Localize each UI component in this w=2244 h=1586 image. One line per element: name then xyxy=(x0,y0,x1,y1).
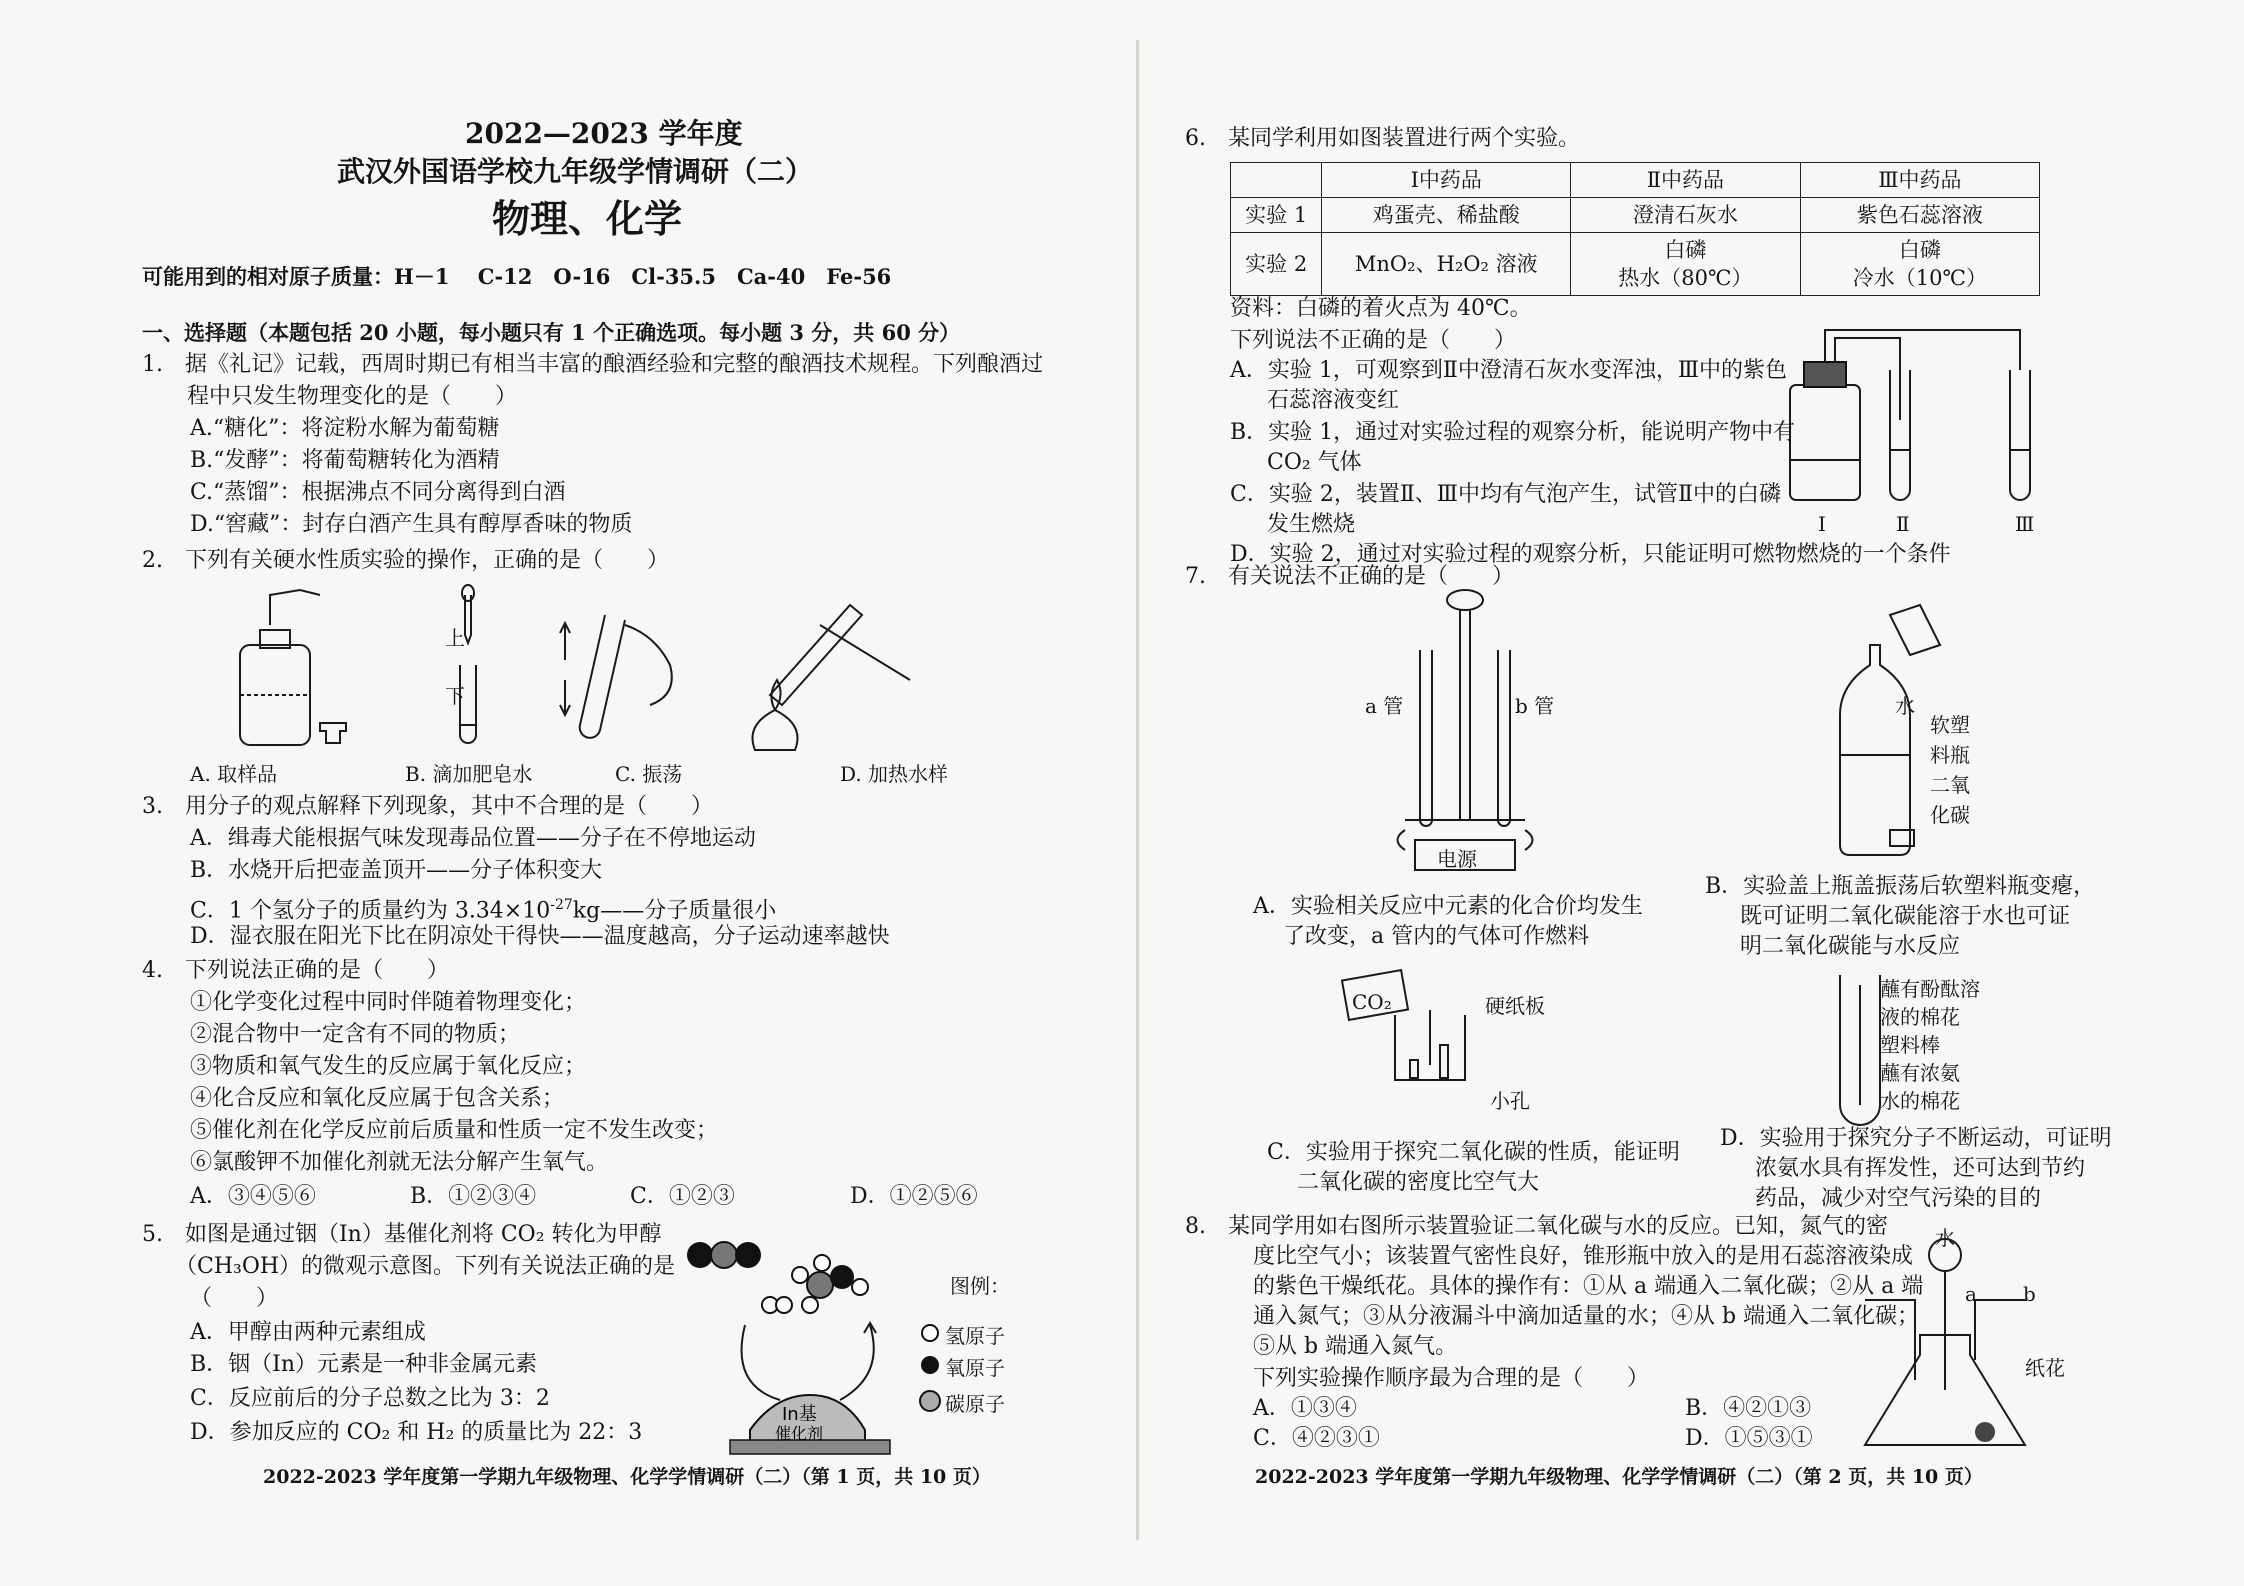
carbon-atom-icon xyxy=(920,1391,940,1411)
q6-option-d: D．实验 2，通过对实验过程的观察分析，只能证明可燃物燃烧的一个条件 xyxy=(1230,542,1951,567)
q7-tube-label-1: 蘸有酚酞溶 xyxy=(1880,977,1980,1001)
q7-option-c-line1: C．实验用于探究二氧化碳的性质，能证明 xyxy=(1267,1140,1680,1165)
q7-stem: 7. 有关说法不正确的是（ ） xyxy=(1185,564,1514,589)
q3-option-c-exponent: -27 xyxy=(550,897,573,913)
q2-figures xyxy=(210,585,970,755)
q4-statement-6: ⑥氯酸钾不加催化剂就无法分解产生氧气。 xyxy=(190,1150,609,1175)
q6-header-iii: Ⅲ中药品 xyxy=(1800,163,2039,198)
q8-water-label: 水 xyxy=(1935,1226,1955,1250)
q8-flask-figure xyxy=(1835,1220,2035,1460)
q3-option-a: A．缉毒犬能根据气味发现毒品位置——分子在不停地运动 xyxy=(190,826,756,851)
q7-option-a-line2: 了改变，a 管内的气体可作燃料 xyxy=(1283,924,1590,949)
q7-option-c-line2: 二氧化碳的密度比空气大 xyxy=(1297,1170,1540,1195)
q6-row2-iii xyxy=(1800,233,2039,296)
q6-table xyxy=(1230,162,2040,296)
q8-option-a: A．①③④ xyxy=(1253,1396,1357,1421)
q2-option-b: B. 滴加肥皂水 xyxy=(405,762,533,786)
q4-option-d: D．①②⑤⑥ xyxy=(850,1184,978,1209)
q7-electrolysis-figure xyxy=(1365,590,1575,870)
q6-row1-i: 鸡蛋壳、稀盐酸 xyxy=(1322,198,1571,233)
q5-legend xyxy=(920,1325,940,1411)
q6-header-ii: Ⅱ中药品 xyxy=(1571,163,1801,198)
q7-hole-label: 小孔 xyxy=(1490,1089,1530,1113)
left-page-footer: 2022-2023 学年度第一学期九年级物理、化学学情调研（二）（第 1 页，共 10 页） xyxy=(263,1466,991,1488)
q6-header-i: Ⅰ中药品 xyxy=(1322,163,1571,198)
q6-ask: 下列说法不正确的是（ ） xyxy=(1230,328,1517,353)
q8-line2: 度比空气小；该装置气密性良好，锥形瓶中放入的是用石蕊溶液染成 xyxy=(1253,1244,1914,1269)
q7-tube-label-5: 水的棉花 xyxy=(1880,1089,1960,1113)
q8-b-end-label: b xyxy=(2023,1282,2036,1306)
q4-option-a: A．③④⑤⑥ xyxy=(190,1184,316,1209)
q6-label-iii: Ⅲ xyxy=(2015,512,2035,536)
svg-text:催化剂: 催化剂 xyxy=(775,1424,824,1443)
q5-legend-hydrogen: 氢原子 xyxy=(945,1324,1005,1348)
right-page-footer: 2022-2023 学年度第一学期九年级物理、化学学情调研（二）（第 2 页，共 10 页） xyxy=(1255,1466,1983,1488)
q5-option-b: B．铟（In）元素是一种非金属元素 xyxy=(190,1352,538,1377)
q8-a-end-label: a xyxy=(1965,1282,1977,1306)
q5-legend-oxygen: 氧原子 xyxy=(945,1356,1005,1380)
q6-apparatus xyxy=(1770,310,2040,510)
q2-up-label: 上 xyxy=(445,626,465,650)
q7-bottle-labels xyxy=(1930,710,1970,830)
q7-option-d-line2: 浓氨水具有挥发性，还可达到节约 xyxy=(1755,1156,2086,1181)
q5-co2-molecule xyxy=(687,1242,761,1268)
q7-b-tube-label: b 管 xyxy=(1515,694,1555,718)
q7-co2-candle-figure xyxy=(1345,965,1495,1085)
q6-row1-label: 实验 1 xyxy=(1231,198,1322,233)
q7-tube-labels xyxy=(1880,975,1980,1115)
exam-subject-title: 物理、化学 xyxy=(492,196,683,241)
q5-option-d: D．参加反应的 CO₂ 和 H₂ 的质量比为 22：3 xyxy=(190,1420,643,1445)
q2-heat-figure xyxy=(753,605,911,750)
q7-bottle-label-2: 料瓶 xyxy=(1930,743,1970,767)
q6-row1-ii: 澄清石灰水 xyxy=(1571,198,1801,233)
q7-option-b-line3: 明二氧化碳能与水反应 xyxy=(1740,934,1961,959)
q7-option-a-line1: A．实验相关反应中元素的化合价均发生 xyxy=(1253,894,1643,919)
q8-line1: 8. 某同学用如右图所示装置验证二氧化碳与水的反应。已知，氮气的密 xyxy=(1185,1214,1888,1239)
q3-option-b: B．水烧开后把壶盖顶开——分子体积变大 xyxy=(190,858,603,883)
q6-stem: 6. 某同学利用如图装置进行两个实验。 xyxy=(1185,126,1580,151)
q4-option-c: C．①②③ xyxy=(630,1184,735,1209)
q6-row2-ii xyxy=(1571,233,1801,296)
q6-row2-iii-a: 白磷 xyxy=(1898,238,1941,262)
q2-stem: 2. 下列有关硬水性质实验的操作，正确的是（ ） xyxy=(142,548,669,573)
q2-down-label: 下 xyxy=(445,684,465,708)
q6-info: 资料：白磷的着火点为 40℃。 xyxy=(1230,296,1532,321)
q5-catalyst-label: In基 xyxy=(782,1404,817,1425)
q6-option-a-line1: A．实验 1，可观察到Ⅱ中澄清石灰水变浑浊，Ⅲ中的紫色 xyxy=(1230,358,1788,383)
q6-table-header xyxy=(1231,163,2040,198)
q6-option-c-line1: C．实验 2，装置Ⅱ、Ⅲ中均有气泡产生，试管Ⅱ中的白磷 xyxy=(1230,482,1781,507)
q6-label-ii: Ⅱ xyxy=(1896,512,1910,536)
q7-option-d-line3: 药品，减少对空气污染的目的 xyxy=(1755,1186,2042,1211)
q1-option-a: A.“糖化”：将淀粉水解为葡萄糖 xyxy=(190,416,500,441)
q4-statement-1: ①化学变化过程中同时伴随着物理变化； xyxy=(190,990,587,1015)
q7-option-b-line2: 既可证明二氧化碳能溶于水也可证 xyxy=(1740,904,2071,929)
q6-row2-ii-b: 热水（80℃） xyxy=(1618,266,1753,290)
right-page xyxy=(1185,0,2112,1586)
q4-option-b: B．①②③④ xyxy=(410,1184,537,1209)
q5-h2-molecule xyxy=(762,1297,792,1313)
q5-legend-carbon: 碳原子 xyxy=(945,1392,1005,1416)
exam-school-title: 武汉外国语学校九年级学情调研（二） xyxy=(337,155,814,188)
q4-statement-3: ③物质和氧气发生的反应属于氧化反应； xyxy=(190,1054,587,1079)
q3-stem: 3. 用分子的观点解释下列现象，其中不合理的是（ ） xyxy=(142,794,713,819)
q8-line3: 的紫色干燥纸花。具体的操作有：①从 a 端通入二氧化碳；②从 a 端 xyxy=(1253,1274,1924,1299)
q6-option-b-line1: B．实验 1，通过对实验过程的观察分析，能说明产物中有 xyxy=(1230,420,1796,445)
q7-bottle-label-4: 化碳 xyxy=(1930,803,1970,827)
q7-co2-label: CO₂ xyxy=(1352,990,1392,1014)
q6-row2-iii-b: 冷水（10℃） xyxy=(1852,266,1987,290)
q7-tube-label-3: 塑料棒 xyxy=(1880,1033,1940,1057)
oxygen-atom-icon xyxy=(921,1356,939,1374)
q4-statement-4: ④化合反应和氧化反应属于包含关系； xyxy=(190,1086,565,1111)
q6-row2-i: MnO₂、H₂O₂ 溶液 xyxy=(1322,233,1571,296)
q2-bottle-figure xyxy=(240,590,346,745)
q7-water-label: 水 xyxy=(1895,694,1915,718)
q6-test-tube-iii xyxy=(2010,370,2030,500)
q7-bottle-label-1: 软塑 xyxy=(1930,713,1970,737)
q5-methanol-molecule xyxy=(792,1255,868,1313)
q7-tube-label-4: 蘸有浓氨 xyxy=(1880,1061,1960,1085)
atomic-mass-line: 可能用到的相对原子质量：H－1 C-12 O-16 Cl-35.5 Ca-40 Fe-56 xyxy=(142,264,892,289)
section-heading: 一、选择题（本题包括 20 小题，每小题只有 1 个正确选项。每小题 3 分，共 60 分） xyxy=(142,320,961,345)
q8-flower-label: 纸花 xyxy=(2025,1356,2065,1380)
q1-option-b: B.“发酵”：将葡萄糖转化为酒精 xyxy=(190,448,500,473)
q6-row2-ii-a: 白磷 xyxy=(1664,238,1707,262)
left-page xyxy=(130,0,1230,1586)
q1-option-d: D.“窖藏”：封存白酒产生具有醇厚香味的物质 xyxy=(190,512,633,537)
q2-shake-figure xyxy=(560,615,672,738)
q5-option-c: C．反应前后的分子总数之比为 3：2 xyxy=(190,1386,550,1411)
q5-stem-line1: 5. 如图是通过铟（In）基催化剂将 CO₂ 转化为甲醇 xyxy=(142,1222,662,1247)
q6-tube xyxy=(1825,330,2020,370)
q8-ask: 下列实验操作顺序最为合理的是（ ） xyxy=(1253,1366,1650,1391)
q4-stem: 4. 下列说法正确的是（ ） xyxy=(142,958,449,983)
q3-option-c-post: kg——分子质量很小 xyxy=(572,898,777,924)
q7-option-d-line1: D．实验用于探究分子不断运动，可证明 xyxy=(1720,1126,2112,1151)
q6-table-row-2 xyxy=(1231,233,2040,296)
q6-header-empty xyxy=(1231,163,1322,198)
q7-bottle-label-3: 二氧 xyxy=(1930,773,1970,797)
q6-label-i: Ⅰ xyxy=(1818,512,1826,536)
q8-option-d: D．①⑤③① xyxy=(1685,1426,1813,1451)
q2-option-a: A. 取样品 xyxy=(190,762,278,786)
q7-board-label: 硬纸板 xyxy=(1485,994,1545,1018)
q4-statement-5: ⑤催化剂在化学反应前后质量和性质一定不发生改变； xyxy=(190,1118,719,1143)
exam-year-title: 2022—2023 学年度 xyxy=(465,117,743,150)
q4-statement-2: ②混合物中一定含有不同的物质； xyxy=(190,1022,521,1047)
q5-legend-title: 图例： xyxy=(950,1274,1010,1298)
q6-option-c-line2: 发生燃烧 xyxy=(1267,512,1356,537)
q8-line4: 通入氮气；③从分液漏斗中滴加适量的水；④从 b 端通入二氧化碳； xyxy=(1253,1304,1920,1329)
q1-stem-line2: 程中只发生物理变化的是（ ） xyxy=(187,384,518,409)
q5-arrow-in xyxy=(742,1325,780,1400)
q6-option-b-line2: CO₂ 气体 xyxy=(1267,450,1362,475)
q2-option-d: D. 加热水样 xyxy=(840,762,949,786)
q6-row2-label: 实验 2 xyxy=(1231,233,1322,296)
q7-power-label: 电源 xyxy=(1437,847,1477,871)
q7-a-tube-label: a 管 xyxy=(1365,694,1404,718)
q3-option-c xyxy=(190,890,776,926)
q2-dropper-figure xyxy=(460,585,476,743)
q5-option-a: A．甲醇由两种元素组成 xyxy=(190,1320,426,1345)
q2-option-c: C. 振荡 xyxy=(615,762,683,786)
q7-tube-label-2: 液的棉花 xyxy=(1880,1005,1960,1029)
q5-arrow-out xyxy=(840,1325,874,1400)
q5-stem-line3: （ ） xyxy=(190,1286,279,1311)
q8-paper-flower xyxy=(1975,1422,1995,1442)
hydrogen-atom-icon xyxy=(922,1325,938,1341)
q6-bottle-i xyxy=(1790,385,1860,500)
q6-option-a-line2: 石蕊溶液变红 xyxy=(1267,388,1400,413)
q1-stem-line1: 1. 据《礼记》记载，西周时期已有相当丰富的酿酒经验和完整的酿酒技术规程。下列酿酒过 xyxy=(142,352,1043,377)
q3-option-d: D．湿衣服在阳光下比在阴凉处干得快——温度越高，分子运动速率越快 xyxy=(190,924,890,949)
q6-row1-iii: 紫色石蕊溶液 xyxy=(1800,198,2039,233)
q3-option-c-pre: C．1 个氢分子的质量约为 3.34×10 xyxy=(190,898,551,924)
q8-option-c: C．④②③① xyxy=(1253,1426,1380,1451)
q5-stem-line2: （CH₃OH）的微观示意图。下列有关说法正确的是 xyxy=(175,1254,676,1279)
q6-table-row-1 xyxy=(1231,198,2040,233)
q8-line5: ⑤从 b 端通入氮气。 xyxy=(1253,1334,1458,1359)
q7-option-b-line1: B．实验盖上瓶盖振荡后软塑料瓶变瘪， xyxy=(1705,874,2096,899)
q8-option-b: B．④②①③ xyxy=(1685,1396,1812,1421)
q1-option-c: C.“蒸馏”：根据沸点不同分离得到白酒 xyxy=(190,480,566,505)
